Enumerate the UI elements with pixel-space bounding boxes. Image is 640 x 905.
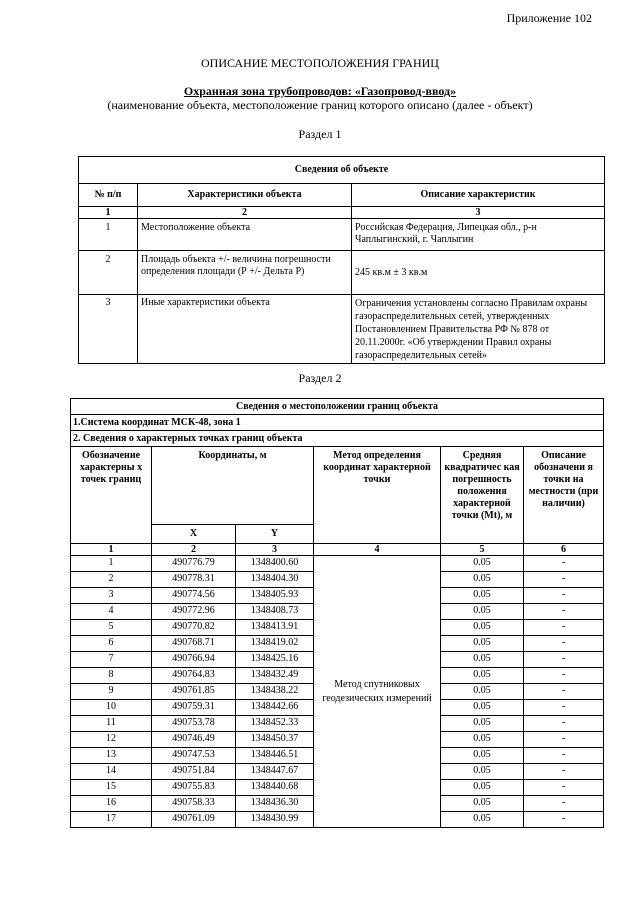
- point-accuracy: 0.05: [441, 764, 524, 780]
- point-x: 490751.84: [152, 764, 236, 780]
- point-accuracy: 0.05: [441, 588, 524, 604]
- point-accuracy: 0.05: [441, 812, 524, 828]
- row-num: 3: [79, 295, 138, 364]
- point-x: 490759.31: [152, 700, 236, 716]
- point-description: -: [524, 732, 604, 748]
- point-x: 490766.94: [152, 652, 236, 668]
- point-number: 2: [71, 572, 152, 588]
- point-accuracy: 0.05: [441, 716, 524, 732]
- point-y: 1348413.91: [236, 620, 314, 636]
- object-row: [79, 251, 605, 295]
- point-number: 8: [71, 668, 152, 684]
- point-description: -: [524, 604, 604, 620]
- point-description: -: [524, 668, 604, 684]
- row-num: 1: [79, 219, 138, 251]
- col-number: 1: [79, 207, 138, 219]
- point-x: 490753.78: [152, 716, 236, 732]
- row-num: 2: [79, 251, 138, 295]
- point-y: 1348440.68: [236, 780, 314, 796]
- section-1-label: Раздел 1: [298, 127, 342, 141]
- point-description: -: [524, 812, 604, 828]
- point-x: 490761.85: [152, 684, 236, 700]
- point-x: 490774.56: [152, 588, 236, 604]
- point-accuracy: 0.05: [441, 748, 524, 764]
- point-accuracy: 0.05: [441, 732, 524, 748]
- point-accuracy: 0.05: [441, 652, 524, 668]
- point-description: -: [524, 764, 604, 780]
- point-x: 490761.09: [152, 812, 236, 828]
- point-description: -: [524, 748, 604, 764]
- point-y: 1348400.60: [236, 556, 314, 572]
- col-number: 2: [138, 207, 352, 219]
- col-header-characteristic: Характеристики объекта: [138, 184, 352, 207]
- row-description: Российская Федерация, Липецкая обл., р-н Чаплыгинский, г. Чаплыгин: [352, 219, 605, 251]
- page-title: ОПИСАНИЕ МЕСТОПОЛОЖЕНИЯ ГРАНИЦ: [201, 56, 439, 70]
- row-description: Ограничения установлены согласно Правилам охраны газораспределительных сетей, утвержденных Постановлением Правительства РФ № 878 от 20.11.2000г. «Об утверждении Правил охраны газораспределительных сетей»: [352, 295, 605, 364]
- point-description: -: [524, 636, 604, 652]
- points-header: 2. Сведения о характерных точках границ объекта: [71, 431, 604, 447]
- col-number: 3: [236, 544, 314, 556]
- col-number: 3: [352, 207, 605, 219]
- point-y: 1348404.30: [236, 572, 314, 588]
- point-y: 1348425.16: [236, 652, 314, 668]
- object-info-table: [78, 156, 605, 364]
- row-description: 245 кв.м ± 3 кв.м: [352, 251, 605, 295]
- point-x: 490764.83: [152, 668, 236, 684]
- col-number: 1: [71, 544, 152, 556]
- point-x: 490755.83: [152, 780, 236, 796]
- point-accuracy: 0.05: [441, 780, 524, 796]
- col-header-method: Метод определения координат характерной точки: [314, 447, 441, 544]
- point-y: 1348447.67: [236, 764, 314, 780]
- row-characteristic: Местоположение объекта: [138, 219, 352, 251]
- boundary-points-table: [70, 398, 604, 828]
- coordinate-system: 1.Система координат МСК-48, зона 1: [71, 415, 604, 431]
- col-header-coordinates: Координаты, м: [152, 447, 314, 525]
- point-number: 15: [71, 780, 152, 796]
- point-accuracy: 0.05: [441, 700, 524, 716]
- col-header-description: Описание характеристик: [352, 184, 605, 207]
- point-y: 1348432.49: [236, 668, 314, 684]
- point-y: 1348442.66: [236, 700, 314, 716]
- point-accuracy: 0.05: [441, 572, 524, 588]
- point-accuracy: 0.05: [441, 556, 524, 572]
- point-y: 1348452.33: [236, 716, 314, 732]
- object-row: [79, 295, 605, 364]
- object-name-text: Охранная зона трубопроводов: «Газопровод-ввод»: [183, 84, 457, 98]
- point-y: 1348430.99: [236, 812, 314, 828]
- point-accuracy: 0.05: [441, 620, 524, 636]
- point-x: 490746.49: [152, 732, 236, 748]
- point-description: -: [524, 796, 604, 812]
- point-x: 490776.79: [152, 556, 236, 572]
- object-note: (наименование объекта, местоположение границ которого описано (далее - объект): [107, 98, 533, 112]
- point-number: 10: [71, 700, 152, 716]
- col-number: 6: [524, 544, 604, 556]
- point-accuracy: 0.05: [441, 668, 524, 684]
- appendix-label: Приложение 102: [506, 11, 592, 25]
- point-y: 1348436.30: [236, 796, 314, 812]
- section-2-label: Раздел 2: [298, 371, 342, 385]
- col-header-description: Описание обозначени я точки на местности (при наличии): [524, 447, 604, 544]
- point-number: 3: [71, 588, 152, 604]
- point-x: 490768.71: [152, 636, 236, 652]
- point-number: 6: [71, 636, 152, 652]
- point-x: 490778.31: [152, 572, 236, 588]
- point-x: 490758.33: [152, 796, 236, 812]
- point-description: -: [524, 556, 604, 572]
- point-x: 490747.53: [152, 748, 236, 764]
- point-description: -: [524, 572, 604, 588]
- point-y: 1348450.37: [236, 732, 314, 748]
- point-y: 1348408.73: [236, 604, 314, 620]
- col-number: 4: [314, 544, 441, 556]
- point-y: 1348419.02: [236, 636, 314, 652]
- object-row: [79, 219, 605, 251]
- point-description: -: [524, 716, 604, 732]
- row-characteristic: Иные характеристики объекта: [138, 295, 352, 364]
- point-number: 1: [71, 556, 152, 572]
- col-number: 5: [441, 544, 524, 556]
- point-number: 12: [71, 732, 152, 748]
- col-header-accuracy: Средняя квадратичес кая погрешность положения характерной точки (Mt), м: [441, 447, 524, 544]
- point-description: -: [524, 588, 604, 604]
- col-header-y: Y: [236, 525, 314, 544]
- point-number: 11: [71, 716, 152, 732]
- point-y: 1348405.93: [236, 588, 314, 604]
- point-number: 5: [71, 620, 152, 636]
- point-accuracy: 0.05: [441, 796, 524, 812]
- point-x: 490772.96: [152, 604, 236, 620]
- table-row: [71, 556, 604, 572]
- point-number: 9: [71, 684, 152, 700]
- col-header-num: № п/п: [79, 184, 138, 207]
- col-header-x: X: [152, 525, 236, 544]
- point-number: 14: [71, 764, 152, 780]
- point-number: 17: [71, 812, 152, 828]
- point-accuracy: 0.05: [441, 684, 524, 700]
- object-name: [0, 84, 640, 99]
- point-description: -: [524, 652, 604, 668]
- col-header-point: Обозначение характерны х точек границ: [71, 447, 152, 544]
- point-description: -: [524, 684, 604, 700]
- point-y: 1348446.51: [236, 748, 314, 764]
- point-number: 16: [71, 796, 152, 812]
- boundary-header: Сведения о местоположении границ объекта: [71, 399, 604, 415]
- point-number: 7: [71, 652, 152, 668]
- object-info-header: Сведения об объекте: [79, 157, 605, 184]
- point-accuracy: 0.05: [441, 636, 524, 652]
- row-characteristic: Площадь объекта +/- величина погрешности определения площади (Р +/- Дельта Р): [138, 251, 352, 295]
- point-description: -: [524, 780, 604, 796]
- point-x: 490770.82: [152, 620, 236, 636]
- point-y: 1348438.22: [236, 684, 314, 700]
- col-number: 2: [152, 544, 236, 556]
- method-cell: Метод спутниковых геодезических измерений: [314, 556, 441, 828]
- point-number: 13: [71, 748, 152, 764]
- point-description: -: [524, 620, 604, 636]
- point-number: 4: [71, 604, 152, 620]
- point-accuracy: 0.05: [441, 604, 524, 620]
- point-description: -: [524, 700, 604, 716]
